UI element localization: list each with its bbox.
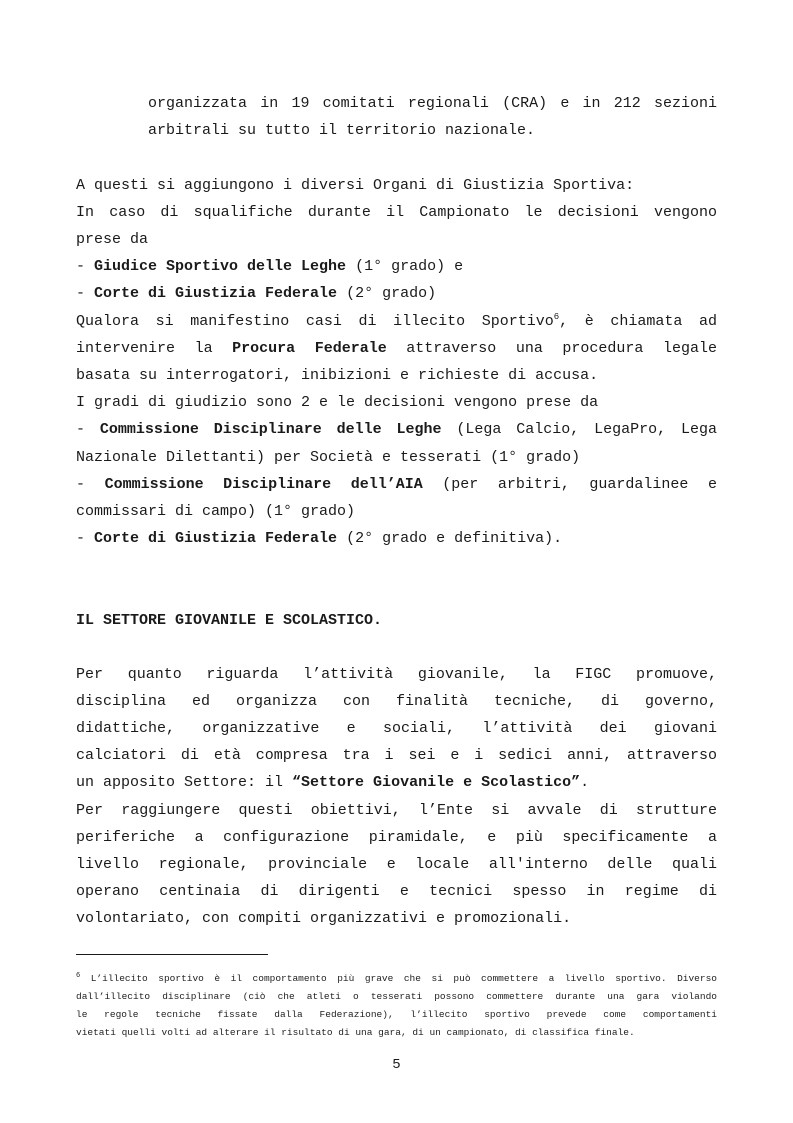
footnote-line-3: le regole tecniche fissate dalla Federazione), l’illecito sportivo prevede come comportamenti (76, 1009, 717, 1020)
settore-p2-line-4: operano centinaia di dirigenti e tecnici spesso in regime di (76, 883, 717, 900)
footnote-reference: 6 (553, 312, 560, 322)
section-title: IL SETTORE GIOVANILE E SCOLASTICO. (76, 612, 383, 629)
list-item-commissione-leghe: - Commissione Disciplinare delle Leghe (Lega Calcio, LegaPro, Lega (76, 421, 717, 438)
settore-p2-line-3: livello regionale, provinciale e locale all'interno delle quali (76, 856, 717, 873)
page-number: 5 (392, 1057, 401, 1073)
footnote-line-2: dall’illecito disciplinare (ciò che atleti o tesserati possono commettere durante una gara violando (76, 991, 717, 1002)
list-item-commissione-aia: - Commissione Disciplinare dell’AIA (per arbitri, guardalinee e (76, 476, 717, 493)
illecito-line-2: intervenire la Procura Federale attraverso una procedura legale (76, 340, 718, 357)
footnote-line-4: vietati quelli volti ad alterare il risultato di una gara, di un campionato, di classifica finale. (76, 1027, 635, 1038)
list-item-commissione-leghe-cont: Nazionale Dilettanti) per Società e tesserati (1° grado) (76, 449, 581, 466)
settore-p1-line-5: un apposito Settore: il “Settore Giovanile e Scolastico”. (76, 774, 590, 791)
footnote-line-1: $^6$ L’illecito sportivo è il comportamento più grave che si può commettere a livello sportivo. Diverso (76, 972, 717, 984)
illecito-line-3: basata su interrogatori, inibizioni e richieste di accusa. (76, 367, 599, 384)
list-item-corte-giustizia: - Corte di Giustizia Federale (2° grado) (76, 285, 437, 302)
gradi-line: I gradi di giudizio sono 2 e le decisioni vengono prese da (76, 394, 599, 411)
intro-line-1: organizzata in 19 comitati regionali (CRA) e in 212 sezioni (148, 95, 717, 112)
list-item-commissione-aia-cont: commissari di campo) (1° grado) (76, 503, 356, 520)
settore-p1-line-3: didattiche, organizzative e sociali, l’attività dei giovani (76, 720, 717, 737)
squalifiche-line-1: In caso di squalifiche durante il Campionato le decisioni vengono (76, 204, 717, 221)
list-item-corte-definitiva: - Corte di Giustizia Federale (2° grado e definitiva). (76, 530, 563, 547)
squalifiche-line-2: prese da (76, 231, 149, 248)
settore-p2-line-5: volontariato, con compiti organizzativi e promozionali. (76, 910, 572, 927)
settore-p2-line-2: periferiche a configurazione piramidale, e più specificamente a (76, 829, 717, 846)
settore-p1-line-1: Per quanto riguarda l’attività giovanile, la FIGC promuove, (76, 666, 717, 683)
organi-heading: A questi si aggiungono i diversi Organi di Giustizia Sportiva: (76, 177, 635, 194)
settore-p1-line-4: calciatori di età compresa tra i sei e i sedici anni, attraverso (76, 747, 717, 764)
illecito-line-1: Qualora si manifestino casi di illecito Sportivo$^6$, è chiamata ad (76, 312, 717, 330)
intro-line-2: arbitrali su tutto il territorio nazionale. (148, 122, 536, 139)
list-item-giudice-sportivo: - Giudice Sportivo delle Leghe (1° grado) e (76, 258, 464, 275)
settore-p2-line-1: Per raggiungere questi obiettivi, l’Ente si avvale di strutture (76, 802, 717, 819)
footnote-separator (76, 954, 268, 955)
settore-p1-line-2: disciplina ed organizza con finalità tecniche, di governo, (76, 693, 717, 710)
